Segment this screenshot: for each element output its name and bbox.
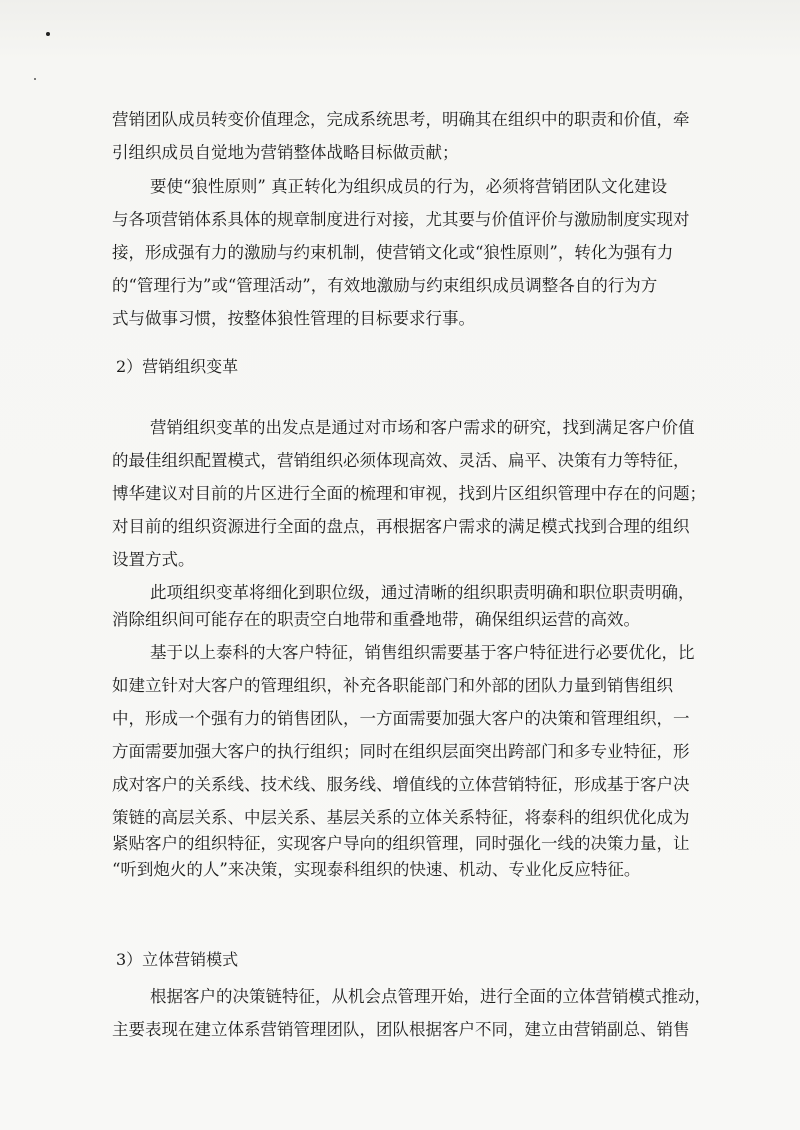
text-line: 主要表现在建立体系营销管理团队，团队根据客户不同，建立由营销副总、销售	[112, 1020, 690, 1039]
text-line: 策链的高层关系、中层关系、基层关系的立体关系特征，将泰科的组织优化成为	[112, 808, 690, 827]
text-line: 接，形成强有力的激励与约束机制，使营销文化或“狼性原则”，转化为强有力	[112, 243, 674, 262]
text-line: 中，形成一个强有力的销售团队，一方面需要加强大客户的决策和管理组织，一	[112, 709, 690, 728]
text-line: 此项组织变革将细化到职位级，通过清晰的组织职责明确和职位职责明确，	[150, 583, 695, 602]
text-line: 紧贴客户的组织特征，实现客户导向的组织管理，同时强化一线的决策力量，让	[112, 834, 690, 853]
text-line: “听到炮火的人”来决策，实现泰科组织的快速、机动、专业化反应特征。	[112, 860, 641, 879]
text-line: 营销团队成员转变价值理念，完成系统思考，明确其在组织中的职责和价值，牵	[112, 110, 690, 129]
text-line: 如建立针对大客户的管理组织，补充各职能部门和外部的团队力量到销售组织	[112, 676, 673, 695]
text-line: 根据客户的决策链特征，从机会点管理开始，进行全面的立体营销模式推动，	[150, 987, 711, 1006]
text-line: 与各项营销体系具体的规章制度进行对接，尤其要与价值评价与激励制度实现对	[112, 210, 690, 229]
text-line: 博华建议对目前的片区进行全面的梳理和审视，找到片区组织管理中存在的问题；	[112, 484, 706, 503]
text-line: 要使“狼性原则” 真正转化为组织成员的行为，必须将营销团队文化建设	[150, 177, 668, 196]
scan-speck	[34, 78, 36, 80]
text-line: 的“管理行为”或“管理活动”，有效地激励与约束组织成员调整各自的行为方	[112, 276, 658, 295]
text-line: 的最佳组织配置模式，营销组织必须体现高效、灵活、扁平、决策有力等特征，	[112, 451, 690, 470]
text-line: 设置方式。	[112, 550, 195, 569]
text-line: 引组织成员自觉地为营销整体战略目标做贡献；	[112, 143, 459, 162]
text-line: 方面需要加强大客户的执行组织；同时在组织层面突出跨部门和多专业特征，形	[112, 742, 690, 761]
text-line: 基于以上泰科的大客户特征，销售组织需要基于客户特征进行必要优化，比	[150, 643, 695, 662]
text-line: 式与做事习惯，按整体狼性管理的目标要求行事。	[112, 309, 475, 328]
text-line: 对目前的组织资源进行全面的盘点，再根据客户需求的满足模式找到合理的组织	[112, 517, 690, 536]
text-line: 消除组织间可能存在的职责空白地带和重叠地带，确保组织运营的高效。	[112, 610, 640, 629]
text-line: 成对客户的关系线、技术线、服务线、增值线的立体营销特征，形成基于客户决	[112, 775, 690, 794]
scan-speck	[46, 32, 50, 36]
text-line: 营销组织变革的出发点是通过对市场和客户需求的研究，找到满足客户价值	[150, 418, 695, 437]
section-heading: 3）立体营销模式	[116, 950, 239, 969]
section-heading: 2）营销组织变革	[116, 357, 239, 376]
